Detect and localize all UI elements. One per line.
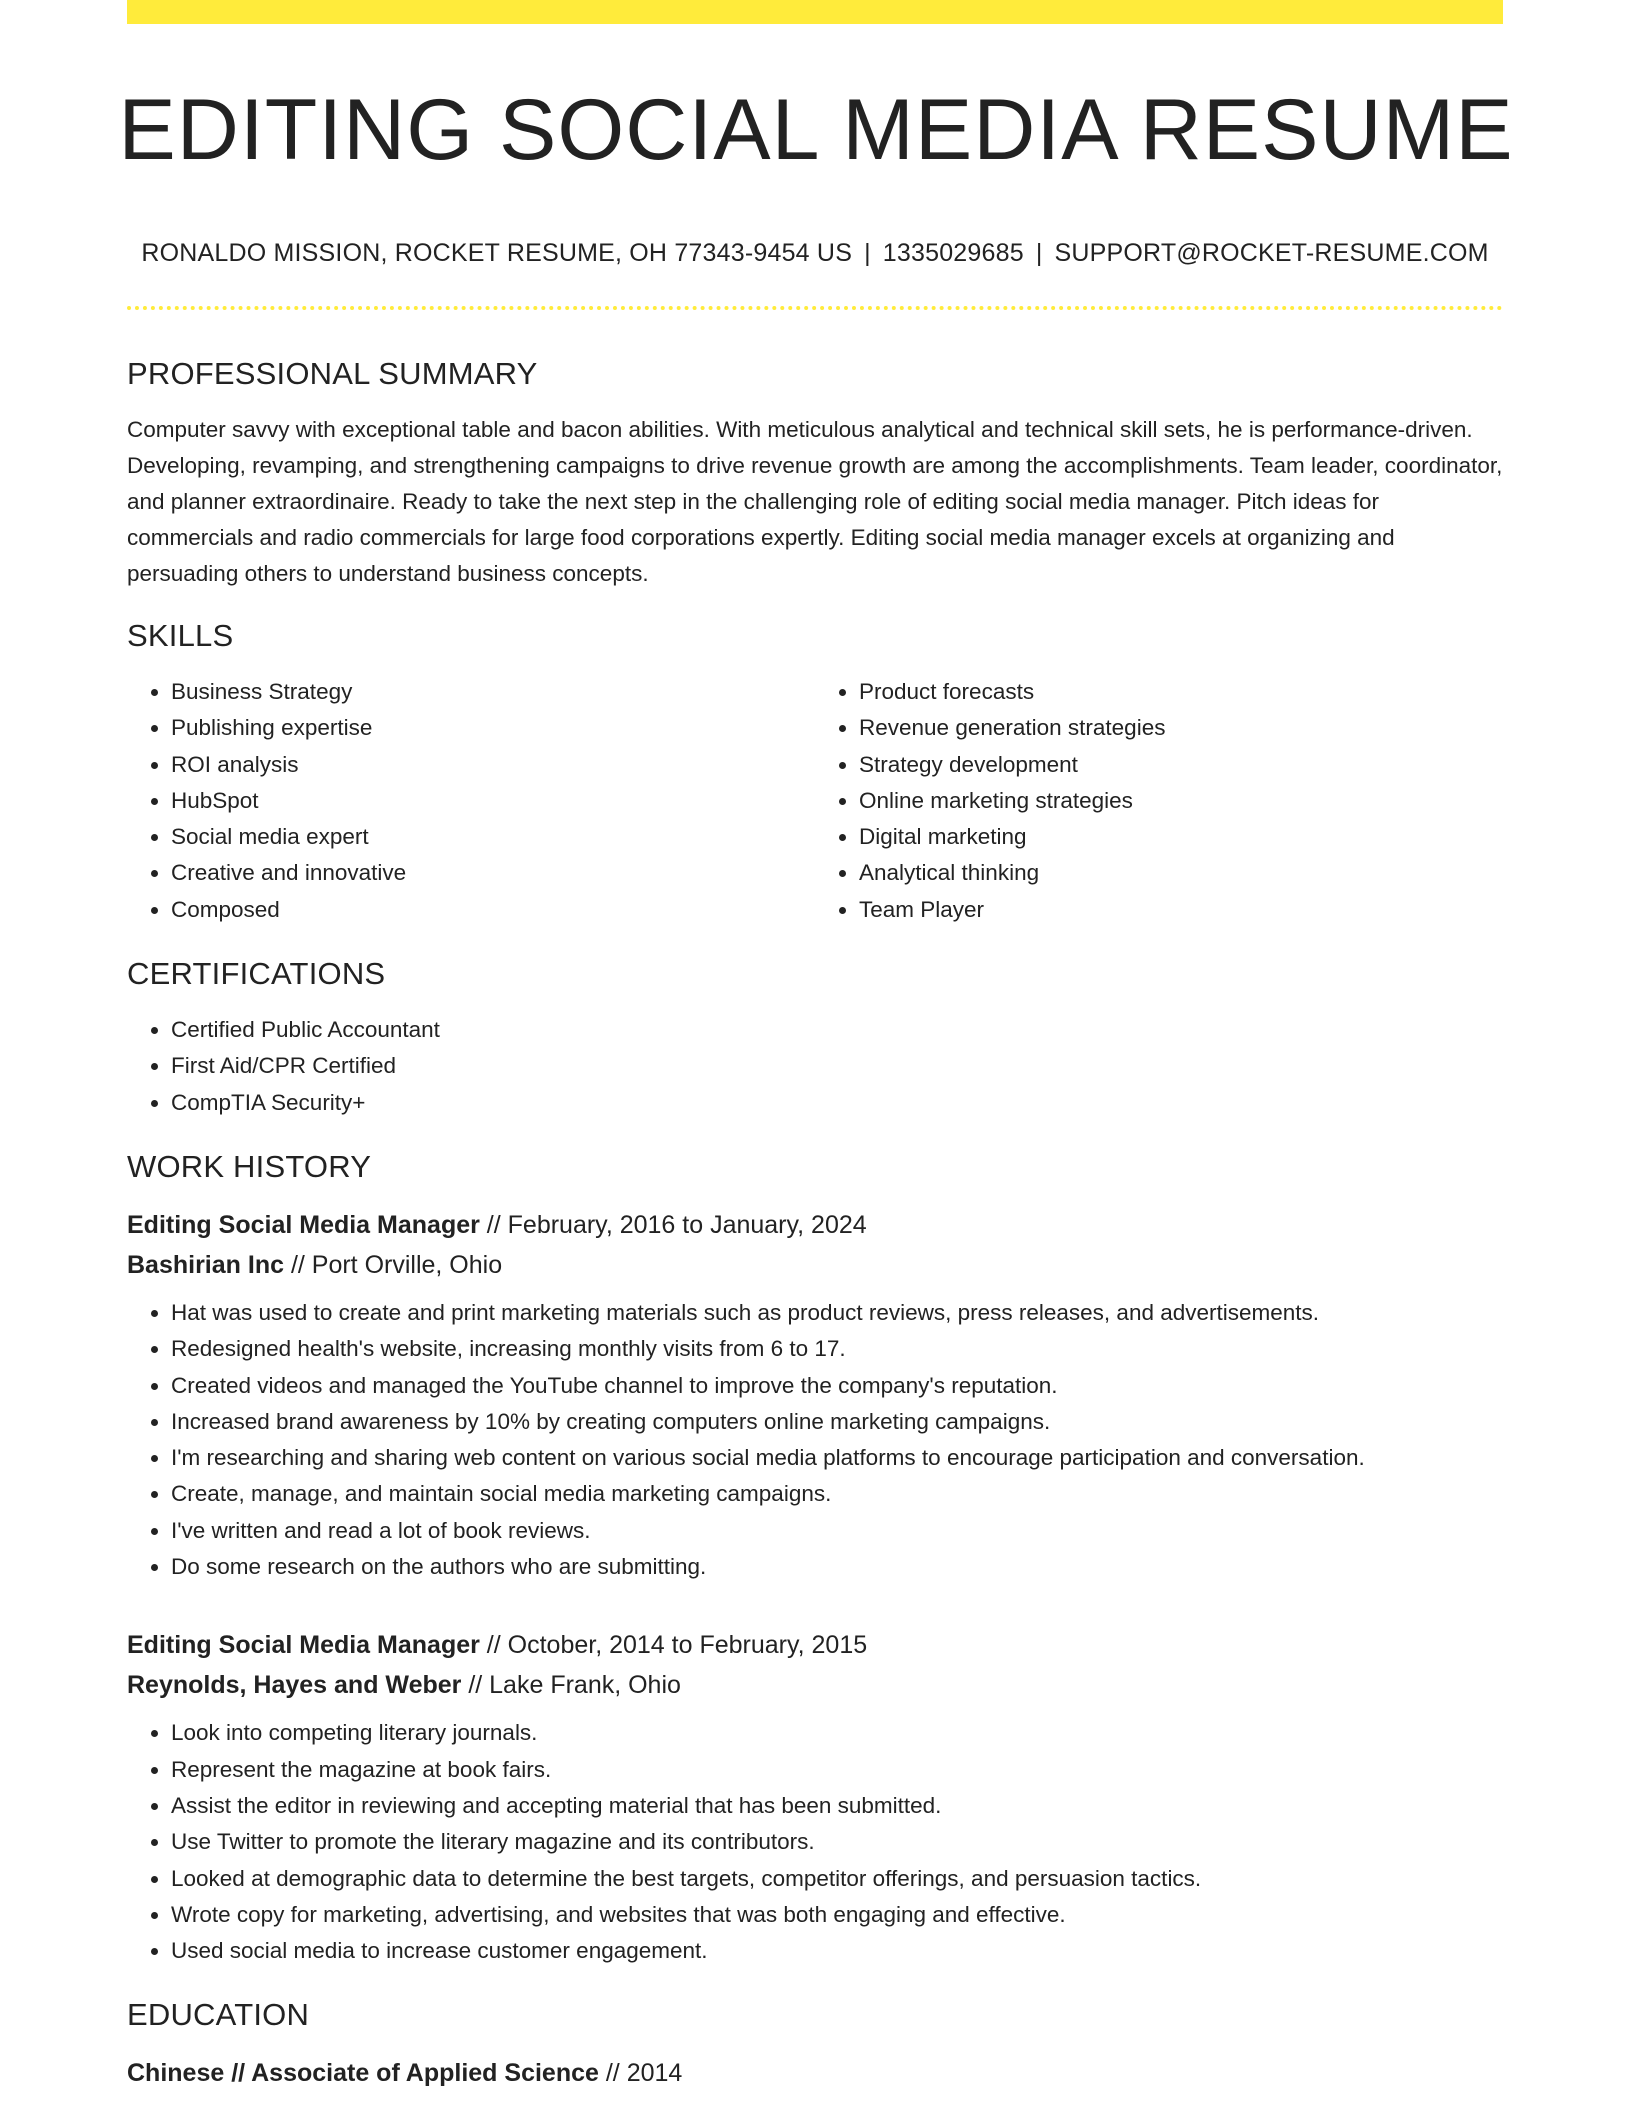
section-heading-skills: SKILLS xyxy=(127,618,234,653)
certification-item: • CompTIA Security+ xyxy=(171,1085,1503,1121)
certifications-list xyxy=(127,1012,1503,1121)
section-heading-summary: PROFESSIONAL SUMMARY xyxy=(127,356,538,391)
job-dates: // October, 2014 to February, 2015 xyxy=(479,1631,868,1660)
job-bullet: • Redesigned health's website, increasing monthly visits from 6 to 17. xyxy=(171,1331,1503,1367)
job-title: Editing Social Media Manager xyxy=(127,1210,480,1239)
section-heading-work-history: WORK HISTORY xyxy=(127,1148,372,1184)
skill-item: • Online marketing strategies xyxy=(859,783,1503,819)
professional-summary-section xyxy=(127,352,1503,592)
summary-text: Computer savvy with exceptional table and bacon abilities. With meticulous analytical and technical skill sets, he is performance-driven. Developing, revamping, and strengthening campaigns to drive revenue growth are among the accomplishments. Team leader, coordinator, and planner extraordinaire. Ready to take the next step in the challenging role of editing social media manager. Pitch ideas for commercials and radio commercials for large food corporations expertly. Editing social media manager excels at organizing and persuading others to understand business concepts. xyxy=(127,417,1503,586)
skill-item: • Product forecasts xyxy=(859,674,1503,710)
job-bullets xyxy=(127,1715,1503,1969)
job-bullet: • Hat was used to create and print marketing materials such as product reviews, press releases, and advertisements. xyxy=(171,1295,1503,1331)
job-company-line xyxy=(127,1245,1503,1285)
education-section xyxy=(127,1993,1503,2093)
skill-item: • Creative and innovative xyxy=(171,855,815,891)
skill-item: • Analytical thinking xyxy=(859,855,1503,891)
job-dates: // February, 2016 to January, 2024 xyxy=(479,1210,867,1239)
job-company: Reynolds, Hayes and Weber xyxy=(127,1671,462,1700)
job-title-line xyxy=(127,1205,1503,1245)
skill-item: • Strategy development xyxy=(859,747,1503,783)
education-year: // 2014 xyxy=(598,2059,683,2088)
section-heading-certifications: CERTIFICATIONS xyxy=(127,956,386,992)
work-history-section xyxy=(127,1145,1503,1969)
job-bullet: • Looked at demographic data to determine the best targets, competitor offerings, and persuasion tactics. xyxy=(171,1861,1503,1897)
job-bullet: • Do some research on the authors who are submitting. xyxy=(171,1549,1503,1585)
contact-address: RONALDO MISSION, ROCKET RESUME, OH 77343-9454 US xyxy=(141,239,853,267)
skill-item: • Revenue generation strategies xyxy=(859,710,1503,746)
skill-item: • Publishing expertise xyxy=(171,710,815,746)
job-bullet: • I've written and read a lot of book reviews. xyxy=(171,1513,1503,1549)
skill-item: • Composed xyxy=(171,892,815,928)
skill-item: • Business Strategy xyxy=(171,674,815,710)
certifications-section xyxy=(127,952,1503,1121)
job-bullet: • Used social media to increase customer engagement. xyxy=(171,1933,1503,1969)
skill-item: • HubSpot xyxy=(171,783,815,819)
skill-item: • Team Player xyxy=(859,892,1503,928)
contact-phone: 1335029685 xyxy=(882,239,1024,267)
job-entry xyxy=(127,1625,1503,1969)
education-entry xyxy=(127,2053,1503,2093)
skill-item: • ROI analysis xyxy=(171,747,815,783)
job-bullet: • I'm researching and sharing web content on various social media platforms to encourage participation and conversation. xyxy=(171,1440,1503,1476)
job-bullet: • Represent the magazine at book fairs. xyxy=(171,1752,1503,1788)
skills-columns xyxy=(127,674,1503,928)
job-location: // Lake Frank, Ohio xyxy=(461,1671,681,1700)
contact-line xyxy=(127,236,1503,270)
skills-section xyxy=(127,614,1503,928)
dotted-divider xyxy=(127,306,1503,310)
resume-title: EDITING SOCIAL MEDIA RESUME xyxy=(118,82,1514,178)
certification-item: • Certified Public Accountant xyxy=(171,1012,1503,1048)
job-bullet: • Created videos and managed the YouTube channel to improve the company's reputation. xyxy=(171,1368,1503,1404)
certification-item: • First Aid/CPR Certified xyxy=(171,1048,1503,1084)
education-degree: Chinese // Associate of Applied Science xyxy=(127,2059,599,2088)
job-bullets xyxy=(127,1295,1503,1585)
job-company: Bashirian Inc xyxy=(127,1250,284,1279)
job-bullet: • Assist the editor in reviewing and accepting material that has been submitted. xyxy=(171,1788,1503,1824)
contact-email: SUPPORT@ROCKET-RESUME.COM xyxy=(1054,239,1489,267)
skills-list-left xyxy=(127,674,815,928)
section-heading-education: EDUCATION xyxy=(127,1997,310,2033)
contact-separator: | xyxy=(864,239,871,267)
job-bullet: • Increased brand awareness by 10% by creating computers online marketing campaigns. xyxy=(171,1404,1503,1440)
skills-list-right xyxy=(815,674,1503,928)
job-title-line xyxy=(127,1625,1503,1665)
job-location: // Port Orville, Ohio xyxy=(284,1250,503,1279)
accent-top-bar xyxy=(127,0,1503,24)
contact-separator: | xyxy=(1035,239,1043,267)
job-entry xyxy=(127,1205,1503,1585)
skill-item: • Digital marketing xyxy=(859,819,1503,855)
job-bullet: • Wrote copy for marketing, advertising, and websites that was both engaging and effective. xyxy=(171,1897,1503,1933)
skill-item: • Social media expert xyxy=(171,819,815,855)
job-bullet: • Use Twitter to promote the literary magazine and its contributors. xyxy=(171,1824,1503,1860)
job-company-line xyxy=(127,1665,1503,1705)
resume-body xyxy=(127,352,1503,2093)
job-title: Editing Social Media Manager xyxy=(127,1631,480,1660)
job-bullet: • Create, manage, and maintain social media marketing campaigns. xyxy=(171,1476,1503,1512)
job-bullet: • Look into competing literary journals. xyxy=(171,1715,1503,1751)
